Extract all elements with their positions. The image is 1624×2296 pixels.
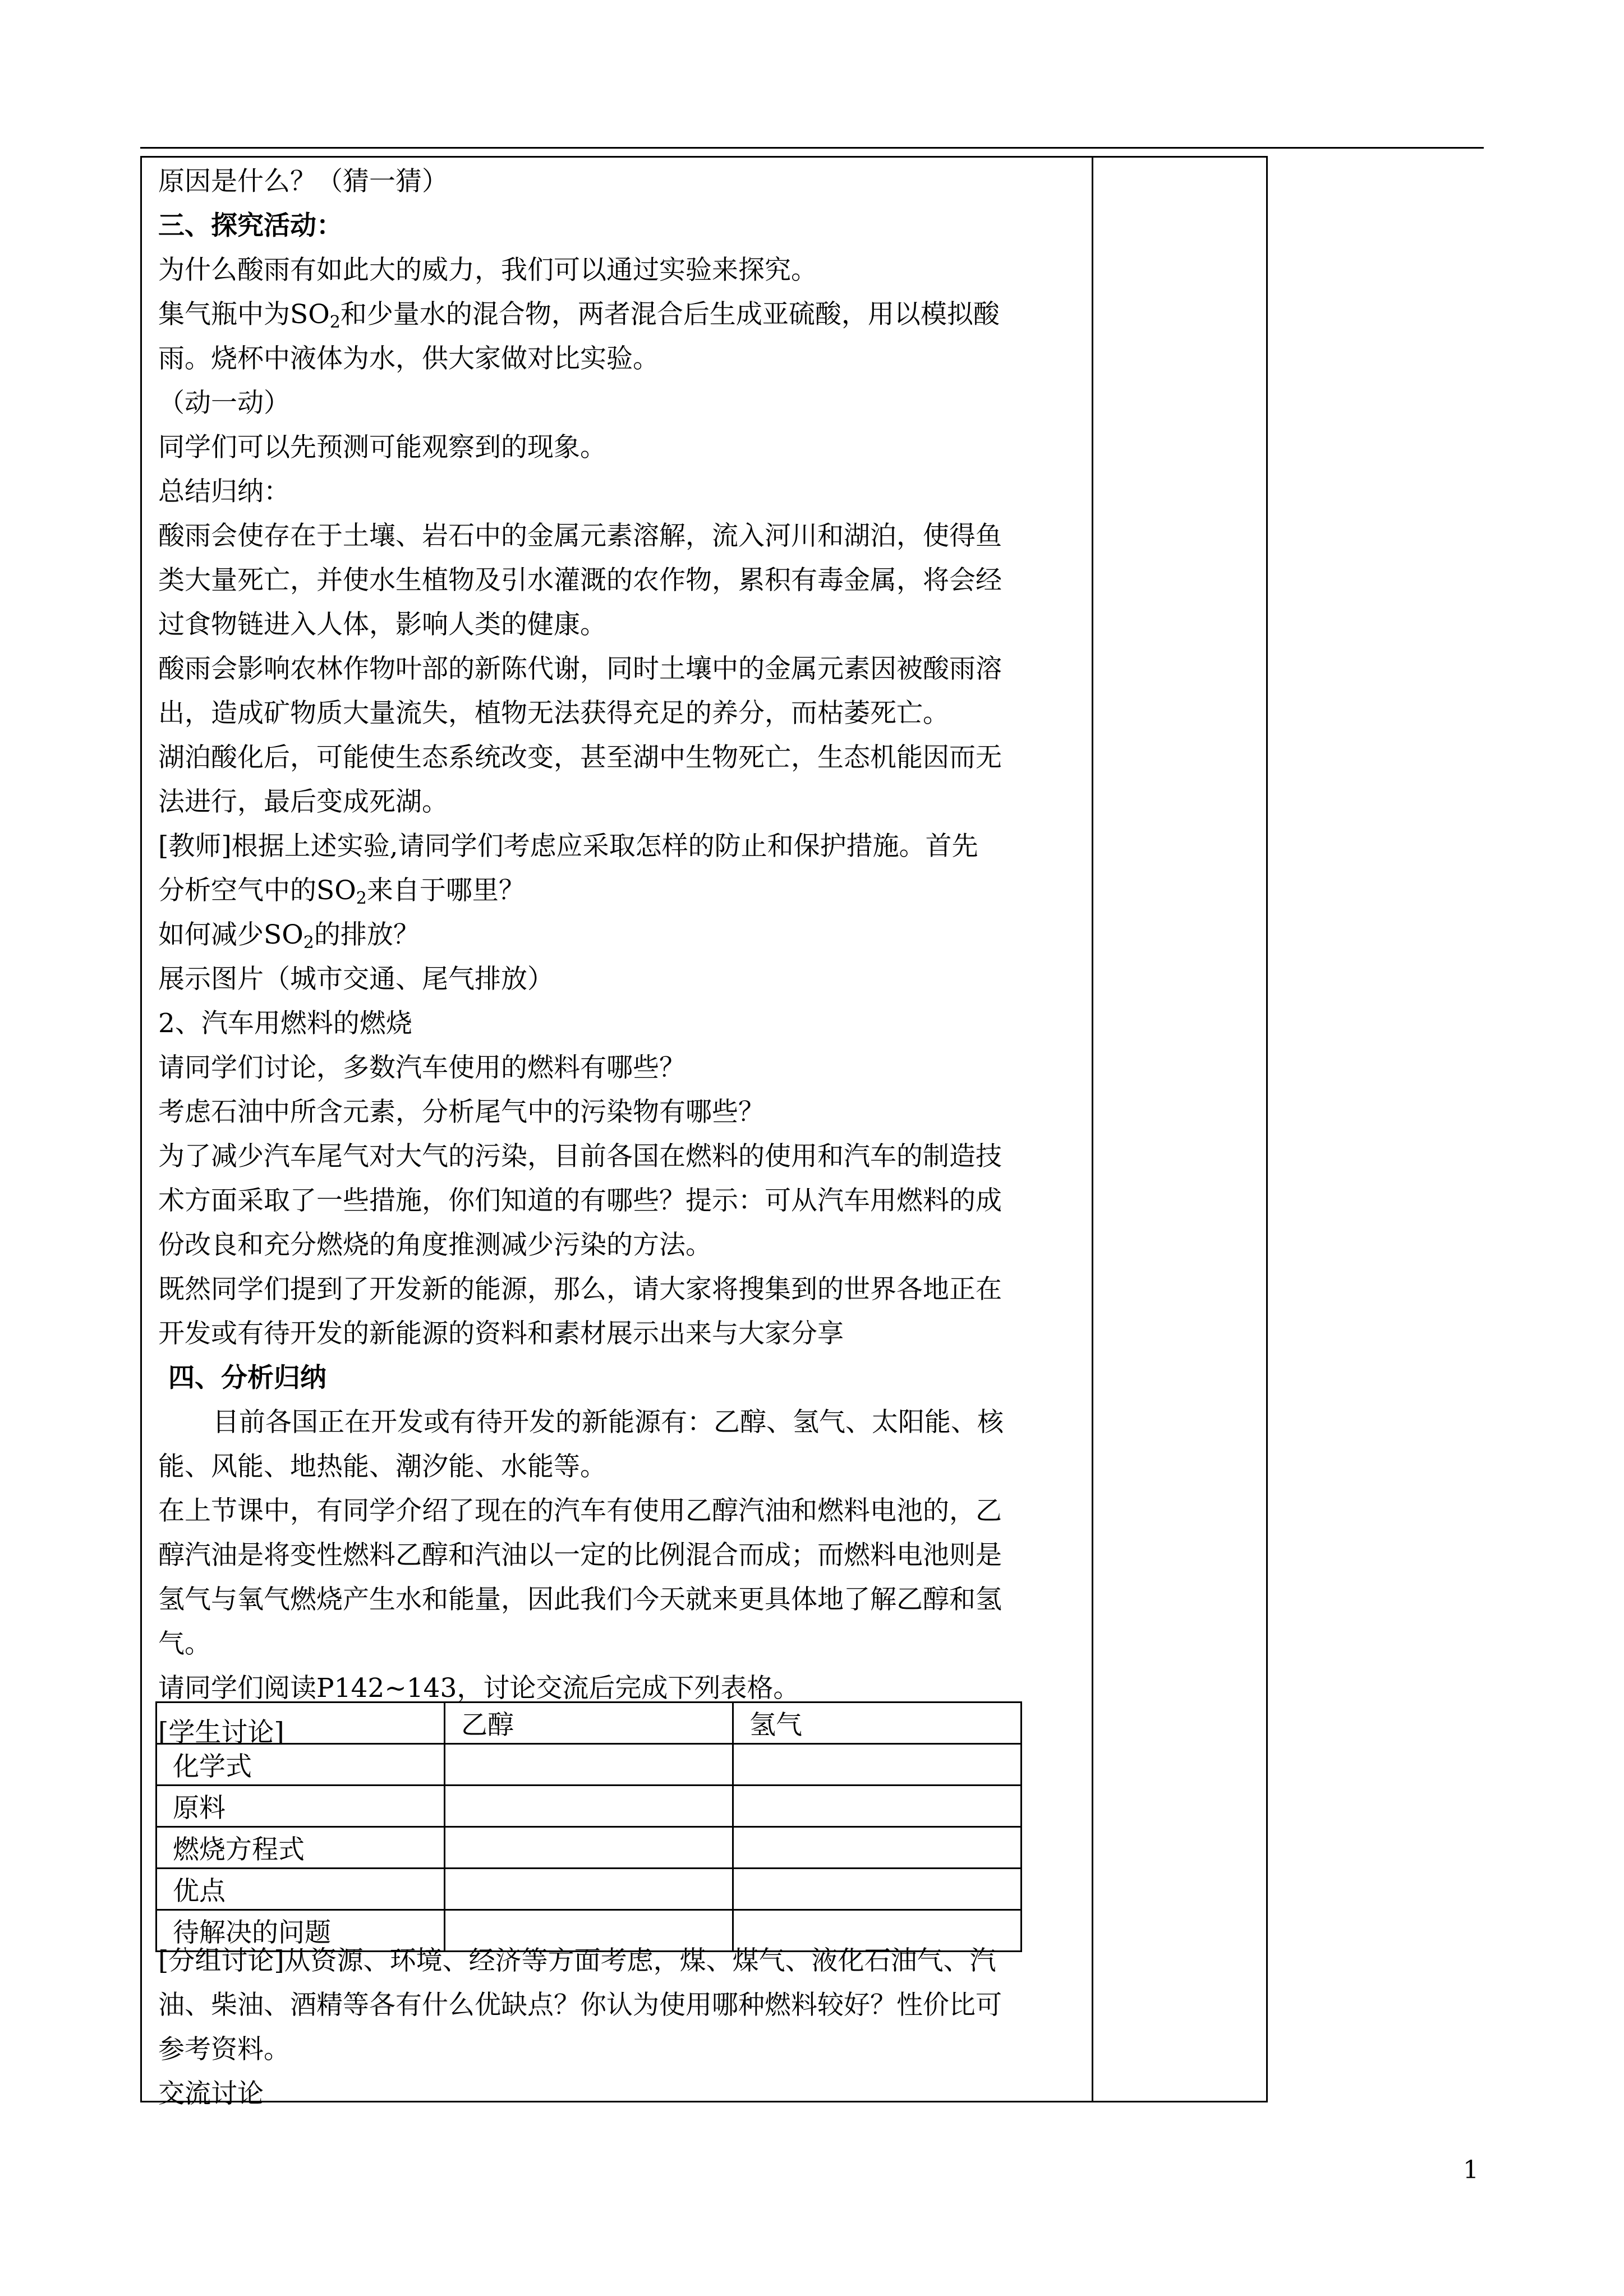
text-line: 雨。烧杯中液体为水，供大家做对比实验。 [158, 343, 659, 374]
table-cell[interactable] [733, 1786, 1022, 1827]
header-rule [140, 147, 1484, 149]
section-heading-analysis: 四、分析归纳 [168, 1363, 326, 1393]
text-line: 同学们可以先预测可能观察到的现象。 [158, 432, 606, 463]
text-line: 术方面采取了一些措施，你们知道的有哪些？提示：可从汽车用燃料的成 [158, 1185, 1002, 1216]
section-heading-inquiry: 三、探究活动： [158, 210, 343, 241]
table-cell[interactable] [445, 1786, 733, 1827]
table-row [157, 1744, 1022, 1786]
text-line: 集气瓶中为$SO_2$和少量水的混合物，两者混合后生成亚硫酸，用以模拟酸 [158, 299, 1000, 332]
table-row [157, 1827, 1022, 1869]
table-header-cell [157, 1703, 445, 1744]
text-line: 考虑石油中所含元素，分析尾气中的污染物有哪些？ [158, 1097, 765, 1128]
text-line: [教师]根据上述实验,请同学们考虑应采取怎样的防止和保护措施。首先 [158, 831, 978, 862]
table-row-label: 原料 [157, 1786, 445, 1827]
text-line: 醇汽油是将变性燃料乙醇和汽油以一定的比例混合而成；而燃料电池则是 [158, 1540, 1002, 1571]
text-line: 开发或有待开发的新能源的资料和素材展示出来与大家分享 [158, 1318, 844, 1349]
table-row-label: 优点 [157, 1869, 445, 1910]
text-line: 气。 [158, 1628, 211, 1659]
text-line: 法进行，最后变成死湖。 [158, 786, 448, 817]
text-line: 目前各国正在开发或有待开发的新能源有：乙醇、氢气、太阳能、核 [213, 1407, 1004, 1438]
table-cell[interactable] [733, 1869, 1022, 1910]
table-row-label: 化学式 [157, 1744, 445, 1786]
text-line: [分组讨论]从资源、环境、经济等方面考虑，煤、煤气、液化石油气、汽 [158, 1945, 996, 1976]
text-line: 湖泊酸化后，可能使生态系统改变，甚至湖中生物死亡，生态机能因而无 [158, 742, 1002, 773]
text-line: 分析空气中的$SO_2$来自于哪里？ [158, 875, 525, 908]
table-row-label: 待解决的问题 [157, 1910, 445, 1952]
text-line: 为了减少汽车尾气对大气的污染，目前各国在燃料的使用和汽车的制造技 [158, 1141, 1002, 1172]
table-cell[interactable] [733, 1744, 1022, 1786]
text-line: 请同学们讨论，多数汽车使用的燃料有哪些？ [158, 1052, 686, 1083]
fuel-comparison-table [155, 1701, 1022, 1952]
text-line: 在上节课中，有同学介绍了现在的汽车有使用乙醇汽油和燃料电池的，乙 [158, 1496, 1002, 1526]
text-line: 总结归纳： [158, 476, 290, 507]
table-row-label: 燃烧方程式 [157, 1827, 445, 1869]
table-header-cell: 乙醇 [445, 1703, 733, 1744]
text-line: 2、汽车用燃料的燃烧 [158, 1008, 412, 1039]
text-line: 交流讨论 [158, 2078, 264, 2109]
text-line: 能、风能、地热能、潮汐能、水能等。 [158, 1451, 606, 1482]
text-line: [学生讨论] [158, 1717, 284, 1748]
text-line: 类大量死亡，并使水生植物及引水灌溉的农作物，累积有毒金属，将会经 [158, 565, 1002, 596]
table-cell[interactable] [733, 1827, 1022, 1869]
page-number: 1 [1463, 2156, 1479, 2184]
table-header-cell: 氢气 [733, 1703, 1022, 1744]
text-line: 为什么酸雨有如此大的威力，我们可以通过实验来探究。 [158, 255, 817, 286]
text-line: 过食物链进入人体，影响人类的健康。 [158, 609, 606, 640]
table-row [157, 1786, 1022, 1827]
text-line: 份改良和充分燃烧的角度推测减少污染的方法。 [158, 1230, 712, 1260]
text-line: 如何减少$SO_2$的排放？ [158, 919, 420, 953]
text-line: 氢气与氧气燃烧产生水和能量，因此我们今天就来更具体地了解乙醇和氢 [158, 1584, 1002, 1615]
table-cell[interactable] [445, 1869, 733, 1910]
text-line: 既然同学们提到了开发新的能源，那么，请大家将搜集到的世界各地正在 [158, 1274, 1002, 1305]
column-divider [1092, 156, 1093, 2102]
text-line: 参考资料。 [158, 2034, 290, 2065]
text-line: （动一动） [158, 388, 290, 418]
text-line: 酸雨会使存在于土壤、岩石中的金属元素溶解，流入河川和湖泊，使得鱼 [158, 521, 1002, 551]
table-header-row [157, 1703, 1022, 1744]
text-line: 原因是什么？（猜一猜） [158, 166, 448, 197]
text-line: 请同学们阅读P142~143，讨论交流后完成下列表格。 [158, 1673, 800, 1704]
table-cell[interactable] [445, 1827, 733, 1869]
text-line: 展示图片（城市交通、尾气排放） [158, 964, 554, 995]
table-row [157, 1869, 1022, 1910]
text-line: 油、柴油、酒精等各有什么优缺点？你认为使用哪种燃料较好？性价比可 [158, 1990, 1002, 2021]
lesson-content-after-table [158, 1939, 1084, 2116]
text-line: 出，造成矿物质大量流失，植物无法获得充足的养分，而枯萎死亡。 [158, 698, 949, 729]
text-line: 酸雨会影响农林作物叶部的新陈代谢，同时土壤中的金属元素因被酸雨溶 [158, 654, 1002, 684]
lesson-content [158, 159, 1084, 1755]
table-cell[interactable] [445, 1744, 733, 1786]
